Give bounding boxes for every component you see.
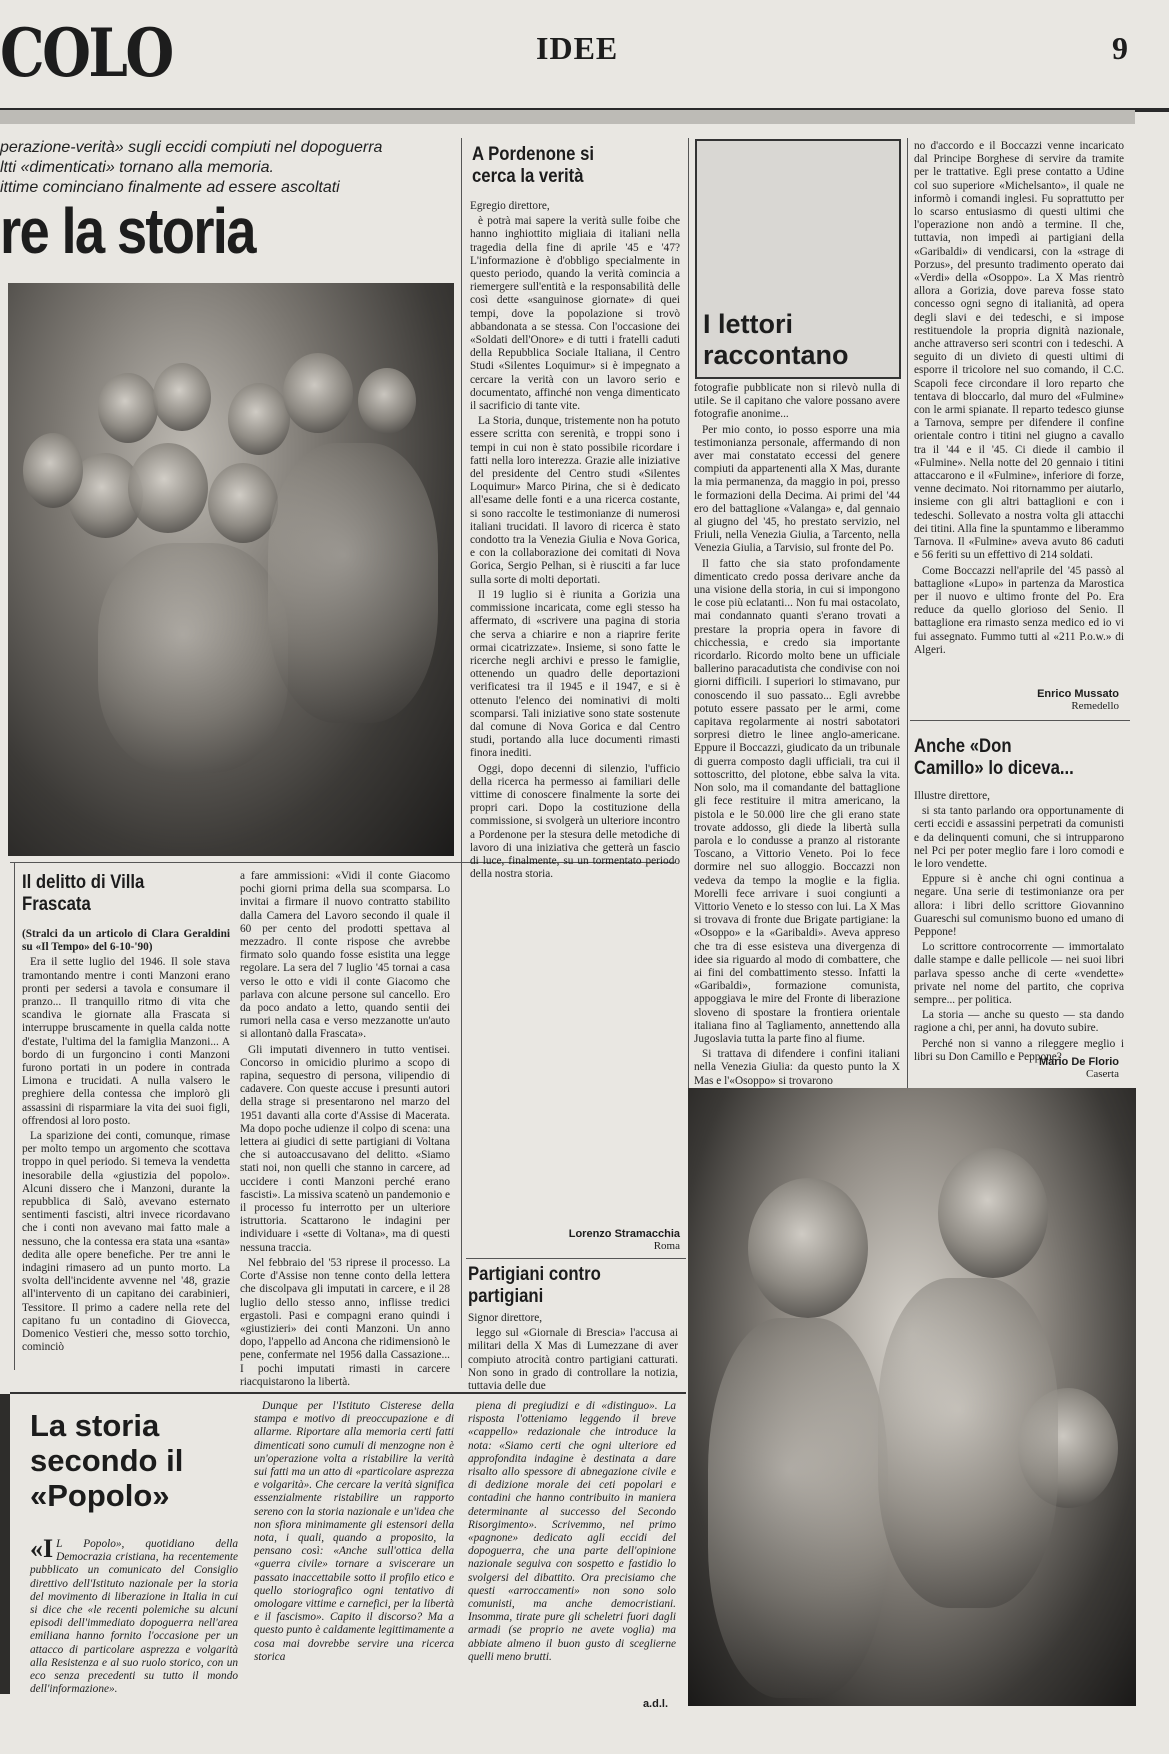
partisans-photo <box>688 1088 1136 1706</box>
page-number: 9 <box>1112 30 1128 66</box>
partigiani-title: Partigiani contro partigiani <box>468 1264 601 1307</box>
delitto-column-1: (Stralci da un articolo di Clara Geraldini su «Il Tempo» del 6-10-'90) Era il sette luglio del 1946. Il sole stava tramontando mentre i conti Manzoni erano pronti per sedersi a tavola e consumare il pranzo... Il tranquillo ritmo di vita che scandiva le giornate alla Frascata si interruppe bruscamente in quella calda notte d'estate, l'ultima del la famiglia Manzoni... A bordo di un furgoncino i conti Manzoni furono portati in un podere in contrada Limona e trucidati. A nulla valsero le preghiere della contessa che implorò gli assassini di risparmiare la vita dei suoi figli, offrendosi al loro posto. La sparizione dei conti, comunque, rimase per molto tempo un argomento che scottava troppo in quel periodo. Si temeva la vendetta inesorabile della «giustizia del popolo». Alcuni dissero che i Manzoni, durante la repubblica di Salò, avevano esternato sentimenti fascisti, altri invece ricordavano che i conti non avevano mai fatto male a nessuno, che la contessa era stata una «santa» dedita alle opere benefiche. Per tre anni le indagini rimasero ad un punto morto. La svolta dell'incidente avvenne nel '48, grazie all'intervento di un capitano dei carabinieri, Tessitore. Il primo a cadere nella rete del capitano fu un contadino di Giovecca, Domenico Vestieri che, messo sotto torchio, cominciò <box>22 928 230 1354</box>
popolo-column-3: piena di pregiudizi e di «distinguo». La risposta l'otteniamo leggendo il breve «cappello» redazionale che introduce la nota: «Siamo certi che ogni ulteriore ed approfondita indagine è destinata a dare risalto allo spessore di abnegazione civile e di dedizione morale dei ceti popolari e contadini che hanno contribuito in maniera determinante al successo del Secondo Risorgimento». Scrivemmo, nel primo «pagnone» dedicato agli eccidi del dopoguerra, che una parte dell'opinione nazionale seguiva con sospetto e fastidio lo svolgersi del dibattito. Ora precisiamo che questi «arroccamenti» non sono solo comunisti, ma anche democristiani. Insomma, tirate pure gli scheletri fuori dagli armadi (se proprio ne avete voglia) ma abbiate almeno il buon gusto di sceglierne quelli meno brutti. <box>468 1400 676 1663</box>
lettori-column: fotografie pubblicate non si rilevò nulla di utile. Se il capitano che valore possano avere fotografie anonime... Per mio conto, io posso esporre una mia testimonianza personale, affermando di non aver mai constatato eccessi del genere compiuti da appartenenti alla X Mas, durante la mia permanenza, da maggio in poi, presso le formazioni della Decima. Ai primi del '44 ero del battaglione «Valanga» e, dal gennaio al giugno del '45, ho prestato servizio, nel Friuli, nella Venezia Giulia, a Tarcento, nella Venezia Giulia, a Tarvisio, sul fronte del Po. Il fatto che sia stato profondamente dimenticato credo possa derivare anche da una visione della storia, in cui si impongono le cose più eclatanti... Non fu mai ostacolato, mai condannato quanti s'erano trovati a prestare la propria opera in favore di chicchessia, e credo sia importante ricordarlo. Ricordo molto bene un ufficiale ballerino paracadutista che condivise con noi giorni difficili. I superiori lo stimavano, pur conoscendo il suo passato... Egli avrebbe potuto essere passato per le armi, come capitava regolarmente ai nostri sabotatori sorpresi dietro le linee anglo-americane. Eppure il Boccazzi, giudicato da un tribunale di guerra composto dagli ufficiali, tra cui il sottoscritto, del plotone, ebbe salva la vita. Non solo, ma il comandante del battaglione gli fece restituire il mitra americano, la pistola e le 50.000 lire che gli erano state trovate addosso, gli diede la libertà sulla parola e lo condusse a pranzo al ristorante Toscano, a Vittorio Veneto. Poi lo fece dormire nel suo alloggio. Boccazzi non vedeva da tempo la moglie e la figlia. Morelli fece arrivare i suoi congiunti a Vittorio Veneto e lo stesso con lui. La X Mas si trovava di fronte due Brigate partigiane: la «Osoppo» e la «Garibaldi». Aveva appreso che tra di esse esisteva una divergenza di idee sia riguardo al modo di combattere, che ai fini del combattimento stesso. Infatti la «Garibaldi», formazione comunista, appoggiava le mire del Fronte di liberazione sloveno di spostare la frontiera orientale italiana fino al Tagliamento, annettendo alla Jugoslavia tutta la parte fino al fiume. Si trattava di difendere i confini italiani nella Venezia Giulia: da questo punto la X Mas e l'«Osoppo» si trovarono <box>694 382 900 1087</box>
popolo-signature: a.d.l. <box>642 1698 668 1710</box>
soldiers-photo <box>8 283 454 856</box>
popolo-dropcap: «I <box>30 1534 54 1563</box>
pordenone-signature: Lorenzo Stramacchia Roma <box>568 1228 680 1252</box>
pordenone-body: Egregio direttore, è potrà mai sapere la verità sulle foibe che hanno inghiottito migliaia di italiani nella tragedia della fine di aprile '45 e '47? L'informazione è d'obbligo specialmente in questo periodo, quando la verità comincia a riemergere sull'entità e la responsabilità delle così dette «sanguinose giornate» di quei tempi, dove la popolazione si trovò abbandonata a se stessa. Con l'occasione dei «Soldati dell'Onore» e di tutti i fratelli caduti della Repubblica Sociale Italiana, il Centro Studi «Silentes Loquimur» si è impegnato a cercare la verità con un lavoro serio e documentato, affinché non venga dimenticato il sacrificio di tante vite. La Storia, dunque, tristemente non ha potuto essere scritta con serenità, e troppi sono i tempi in cui non è stato possibile ricordare i fatti nella loro interezza. Grazie alle iniziative del presidente del Centro studi «Silentes Loquimur» Marco Pirina, che si è dedicato all'esame delle fonti e a una ricerca costante, si sono raccolte le testimonianze di numerosi italiani trucidati. Il lavoro di ricerca è stato condotto tra la Venezia Giulia e Nova Gorica, e con la collaborazione dei comitati di Nova Gorica, Sergio Pelhan, si è riusciti a far luce sulla sorte di molti deportati. Il 19 luglio si è riunita a Gorizia una commissione incaricata, come egli stesso ha affermato, di «scrivere una pagina di storia che serva a chiarire e non a riaprire ferite ormai cicatrizzate». Insieme, si sono fatte le ricerche negli archivi e presso le famiglie, ottenendo un quadro delle deportazioni verificatesi tra il 1945 e il 1947, e si è ottenuto l'elenco dei nominativi di molti scomparsi. Tali iniziative sono state sostenute dal comune di Nova Gorica e dal Centro studi, portando alla luce documenti rimasti finora inediti. Oggi, dopo decenni di silenzio, l'ufficio della ricerca ha permesso ai familiari delle vittime di conoscere finalmente la sorte dei propri cari. Dopo la costituzione della commissione, si svolgerà un ulteriore incontro a Pordenone per la stesura delle metodiche di lavoro di una iniziativa che getterà un fascio di luce, finalmente, su un tormentato periodo della nostra storia. <box>470 200 680 881</box>
popolo-title: La storia secondo il «Popolo» <box>30 1408 184 1513</box>
section-title: IDEE <box>536 30 619 66</box>
delitto-column-2: a fare ammissioni: «Vidi il conte Giacomo pochi giorni prima della sua scomparsa. Lo invitai a firmare il nuovo contratto stabilito dalla Camera del Lavoro secondo il quale il 60 per cento del prodotti spettava al mezzadro. Il conte rispose che avrebbe firmato solo quando fosse esistita una legge regolare. La sera del 7 luglio '45 tornai a casa verso le otto e vidi il conte Giacomo che parlava con alcune persone sul cancello. Ero da poco andato a letto, quando sentii dei rumori nella casa e verso mezzanotte un'auto si allontanò dalla Frascata». Gli imputati divennero in tutto ventisei. Concorso in omicidio plurimo a scopo di rapina, sequestro di persona, vilipendio di cadavere. Con queste accuse i presunti autori della strage si presentarono nel marzo del 1951 davanti alla corte d'Assise di Macerata. Ma dopo poche udienze il colpo di scena: una lettera ai giudici di sette partigiani di Voltana che si autoaccusavano del delitto. «Siamo stati noi, non quelli che stanno in carcere, ad uccidere i conti Manzoni perché erano fascisti». La missiva scatenò un pandemonio e il processo fu interrotto per un ulteriore istruttoria. Scattarono le indagini per individuare i «sette di Voltana», ma di questi nessuna traccia. Nel febbraio del '53 riprese il processo. La Corte d'Assise non tenne conto della lettera che discolpava gli imputati in carcere, e il 28 luglio dello stesso anno, inflisse tredici ergastoli. Pasi e compagni erano quindi i «giustizieri» dei conti Manzoni. Un anno dopo, l'appello ad Ancona che ridimensionò le pene, confermate nel 1956 dalla Cassazione... I pochi imputati rimasti in carcere riacquistarono la libertà. <box>240 870 450 1388</box>
popolo-column-1: «I L Popolo», quotidiano della Democrazia cristiana, ha recentemente pubblicato un comunicato del Consiglio direttivo dell'Istituto nazionale per la storia del movimento di liberazione in Italia in cui si dice che «le recenti polemiche su alcuni episodi dell'immediato dopoguerra nell'area emiliana hanno fornito l'occasione per un attacco di particolare asprezza e volgarità alla Resistenza e al suo ruolo storico, con un eco senza precedenti su tutto il mondo dell'informazione». <box>30 1534 238 1696</box>
don-camillo-title: Anche «Don Camillo» lo diceva... <box>914 736 1074 779</box>
popolo-column-2: Dunque per l'Istituto Cisterese della stampa e motivo di preoccupazione e di allarme. Riportare alla memoria certi fatti dimenticati sono cumuli di menzogne non è un'operazione volta a ristabilire la verità sui fatti ma un atto di «particolare asprezza e volgarità». Che cercare la verità significa essenzialmente ristabilire un rapporto sereno con la storia nazionale e un'idea che non sfiora minimamente gli estensori della nota, i quali, quando a proposito, la pensano così: «Anche sull'ottica della «guerra civile» tornare a sviscerare un passato inaccettabile sotto il profilo etico e quello storiografico ogni tentativo di omologare vittime e carnefici, per la libertà e il fascismo». Capito il discorso? Ma a questo punto è caldamente legittimamente a cosa mai dovrebbe servire una ricerca storica <box>254 1400 454 1663</box>
lead-headline: re la storia <box>0 195 255 267</box>
right-column-body: no d'accordo e il Boccazzi venne incaricato dal Principe Borghese di servire da tramite per le trattative. Egli prese contatto a Udine col suo superiore «Michelsanto», il quale ne informò i comandi inglesi. Fu soprattutto per lo scarso entusiasmo di questi ultimi che l'operazione non andò a termine. Il che, tuttavia, non impedì ai partigiani della «Garibaldi» di vendicarsi, con la «strage di Porzus», del presunto tradimento operato dai «Verdi» della «Osoppo». La X Mas rientrò allora a Gorizia, dove pareva fosse stato concesso ogni segno di italianità, ad opera degli slavi e dei tedeschi, e si impose restituendole la propria dignità nazionale, anche attraverso seri scontri con i tedeschi. A seguito di un divieto di questi ultimi di esporre il tricolore nel suo comando, il C.C. Scapoli fece circondare il loro reparto che tentava di bloccarlo, dal muro del «Fulmine» con le armi spianate. Il reparto tedesco giunse a Tarnova, sempre per difendere il confine orientale contro i titini nel giugno a cavallo tra il '44 e il '45. Ci diede il cambio il «Fulmine». Nella notte del 20 gennaio i titini attaccarono e il «Fulmine», inferiore di forze, venne decimato. Noi ritornammo per aiutarlo, insieme con gli altri battaglioni e con i tedeschi. Sollevato a nostra volta gli attacchi dei titini. Alla fine la spuntammo e liberammo Tarnova. Il «Fulmine» aveva avuto 86 caduti e 56 feriti su un effettivo di 214 soldati. Come Boccazzi nell'aprile del '45 passò al battaglione «Lupo» in partenza da Marostica per il nuovo e ultimo fronte del Po. Era reduce da quello glorioso del Senio. Il battaglione era rimasto senza medico ed io vi fui assegnato. Fummo tutti al «211 P.o.w.» di Algeri. <box>914 140 1124 656</box>
delitto-title: Il delitto di Villa Frascata <box>22 872 145 915</box>
partigiani-body: Signor direttore, leggo sul «Giornale di Brescia» l'accusa ai militari della X Mas di Lumezzane di aver compiuto atrocità contro partigiani catturati. Non sono in grado di controllare la notizia, tuttavia delle due <box>468 1312 678 1393</box>
lead-kicker: perazione-verità» sugli eccidi compiuti nel dopoguerra ltti «dimenticati» tornano alla memoria. ittime cominciano finalmente ad essere ascoltati <box>0 139 383 196</box>
don-camillo-body: Illustre direttore, si sta tanto parlando ora opportunamente di certi eccidi e assassini perpetrati da comunisti e da delinquenti comuni, che si intrupparono nel Pci per poter meglio fare i loro comodi e le loro vendette. Eppure si è anche chi ogni continua a negare. Una serie di testimonianze ora per allora: i libri dello scrittore Giovannino Guareschi sul comunismo buono ed umano di Peppone! Lo scrittore controcorrente — immortalato dalle stampe e dalle pellicole — nei suoi libri parlava spesso anche di certe «vendette» private nel nome del partito, che copriva sempre... per politica. La storia — anche su questo — sta dando ragione a chi, per anni, ha dovuto subire. Perché non si vanno a rileggere meglio i libri su Don Camillo e Peppone? <box>914 790 1124 1063</box>
masthead <box>0 0 1169 112</box>
lettori-label: I lettori raccontano <box>703 309 849 370</box>
header-rule <box>0 110 1135 124</box>
right-column-signature: Enrico Mussato Remedello <box>1037 688 1119 712</box>
don-camillo-signature: Mario De Florio Caserta <box>1038 1056 1119 1080</box>
newspaper-logo: COLO <box>0 14 172 92</box>
pordenone-title: A Pordenone si cerca la verità <box>472 144 595 187</box>
lettori-box <box>695 139 901 379</box>
